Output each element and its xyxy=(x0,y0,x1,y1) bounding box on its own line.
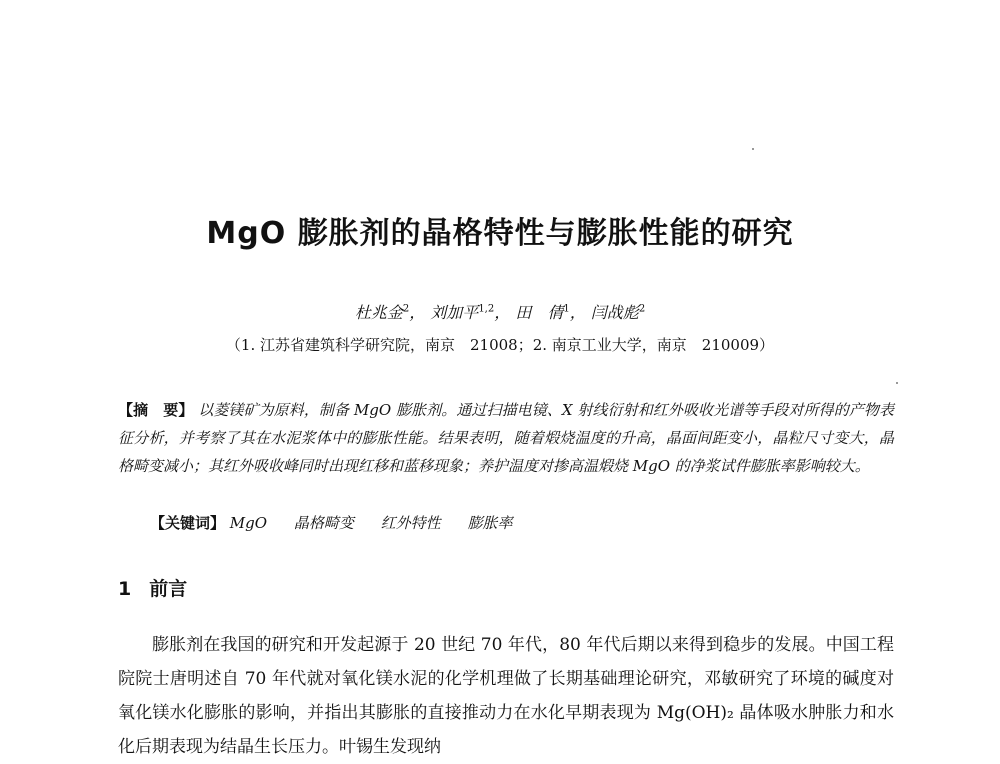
author: 杜兆金$^2$ xyxy=(354,303,410,322)
keywords-label: 【关键词】 xyxy=(150,514,226,532)
paper-title: MgO 膨胀剂的晶格特性与膨胀性能的研究 xyxy=(206,216,794,251)
section-number: 1 xyxy=(118,578,132,600)
abstract-label: 【摘 要】 xyxy=(118,401,194,419)
body-paragraph: 膨胀剂在我国的研究和开发起源于 20 世纪 70 年代，80 年代后期以来得到稳步的发展。中国工程院院士唐明述自 70 年代就对氧化镁水泥的化学机理做了长期基础理论研究，邓敏研究了环境的碱度对氧化镁水化膨胀的影响，并指出其膨胀的直接推动力在水化早期表现为 Mg(OH)₂ 晶体吸水肿胀力和水化后期表现为结晶生长压力。叶锡生发现纳 xyxy=(118,635,894,757)
author: 刘加平$^{1,2}$ xyxy=(430,303,495,322)
abstract-text: 以菱镁矿为原料，制备 MgO 膨胀剂。通过扫描电镜、X 射线衍射和红外吸收光谱等手段对所得的产物表征分析，并考察了其在水泥浆体中的膨胀性能。结果表明，随着煅烧温度的升高，晶面间距变小，晶粒尺寸变大，晶格畸变减小；其红外吸收峰同时出现红移和蓝移现象；养护温度对掺高温煅烧 MgO 的净浆试件膨胀率影响较大。 xyxy=(118,401,894,475)
author: 闫战彪$^2$ xyxy=(590,303,646,322)
body-text xyxy=(118,628,894,764)
section-heading xyxy=(118,574,187,601)
keyword: 膨胀率 xyxy=(467,514,513,532)
author-list: 杜兆金$^2$， 刘加平$^{1,2}$， 田 倩$^1$， 闫战彪$^2$ xyxy=(354,303,646,322)
affiliation: （1. 江苏省建筑科学研究院，南京 21008；2. 南京工业大学，南京 210009） xyxy=(225,336,775,354)
keywords xyxy=(150,512,890,533)
author: 田 倩$^1$ xyxy=(515,303,570,322)
abstract xyxy=(118,396,894,480)
scan-speck xyxy=(752,148,754,150)
keyword: 红外特性 xyxy=(380,514,441,532)
keyword: MgO xyxy=(229,514,268,532)
scan-speck xyxy=(896,382,898,384)
section-title: 前言 xyxy=(149,578,188,600)
keyword: 晶格畸变 xyxy=(293,514,354,532)
